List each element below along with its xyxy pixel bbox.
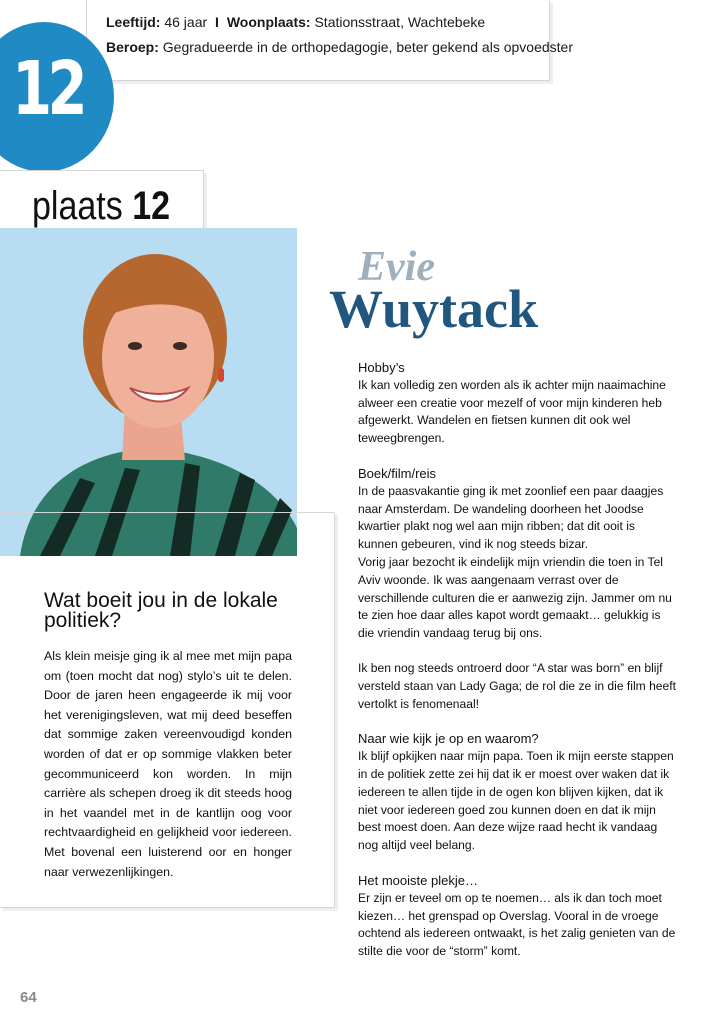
age-value: 46 jaar [164,14,208,30]
question-answer: Als klein meisje ging ik al mee met mijn papa om (toen mocht dat nog) stylo’s uit te delen. Door de jaren heen engageerde ik mij voor het verenigingsleven, wat mij deed beseffen dat sommige zaken vereenvoudigd konden worden of dat er op sommige vlakken beter gecommuniceerd kon worden. In mijn carrière als schepen droeg ik dit steeds hoog in het vaandel met in de kantlijn oog voor rechtvaardigheid en gelijkheid voor iedereen. Met bovenal een luisterend oor en honger naar verwezenlijkingen. [44,649,292,879]
residence-label: Woonplaats: [226,14,311,30]
section-text: Ik kan volledig zen worden als ik achter mijn naaimachine alweer een creatie voor mezelf of voor mijn kinderen heb afgewerkt. Wandelen en fietsen kunnen dit ook wel teweegbrengen. [358,377,666,446]
rank-label [32,186,170,226]
section-text: Vorig jaar bezocht ik eindelijk mijn vriendin die toen in Tel Aviv woonde. Ik was aangenaam verrast over de verschillende culturen die er aanwezig zijn. Jammer om nu te zien hoe daar alles kapot wordt gemaakt… gelukkig is die vriendin vandaag terug bij ons. [358,554,672,641]
section-text: Ik blijf opkijken naar mijn papa. Toen ik mijn eerste stappen in de politiek zette zei hij dat ik er moest over waken dat ik iedereen te allen tijde in de ogen kon blijven kijken, dat ik niet voor iedereen goed zou kunnen doen en dat ik mijn best moest doen. Aan deze wijze raad hecht ik vandaag nog altijd veel belang. [358,749,674,853]
first-name: Evie [358,244,435,290]
page-number: 64 [20,989,37,1006]
badge-number: 12 [12,46,83,132]
rank-number: 12 [132,184,171,228]
rank-word: plaats [32,184,123,228]
section-text: Ik ben nog steeds ontroerd door “A star was born” en blijf versteld staan van Lady Gaga; de rol die ze in die film heeft vertolkt is fenomenaal! [358,660,676,711]
section-heading: Het mooiste plekje… [358,872,478,888]
section-heading: Naar wie kijk je op en waarom? [358,731,539,747]
section-heading: Boek/film/reis [358,465,437,481]
job-label: Beroep: [106,39,159,55]
job-value: Gegradueerde in de orthopedagogie, beter gekend als opvoedster [162,39,573,55]
age-label: Leeftijd: [106,14,161,30]
section-boek [358,465,676,643]
question-title: Wat boeit jou in de lokale politiek? [44,589,278,632]
residence-value: Stationsstraat, Wachtebeke [314,14,486,30]
separator: I [215,14,219,30]
right-column [358,359,676,978]
section-hobbys [358,359,676,448]
age-residence-line [106,14,485,30]
section-text: Er zijn er teveel om op te noemen… als ik dan toch moet kiezen… het grenspad op Overslag. Vooral in de vroege ochtend als iedereen ontwaakt, is het zalig genieten van de stilte die voor de “storm” komt. [358,890,676,959]
section-opkijken [358,730,676,855]
section-boek-extra [358,660,676,713]
portrait-illustration [0,228,297,556]
section-heading: Hobby’s [358,360,405,375]
section-text: In de paasvakantie ging ik met zoonlief een paar daagjes naar Amsterdam. De wandeling doorheen het Joodse kwartier plakt nog wel aan mijn ribben; dat dit ooit is kunnen gebeuren, vind ik nog steeds bizar. [358,483,664,552]
portrait-photo [0,228,297,556]
job-line [106,39,573,55]
last-name: Wuytack [329,279,539,339]
section-plekje [358,872,676,961]
